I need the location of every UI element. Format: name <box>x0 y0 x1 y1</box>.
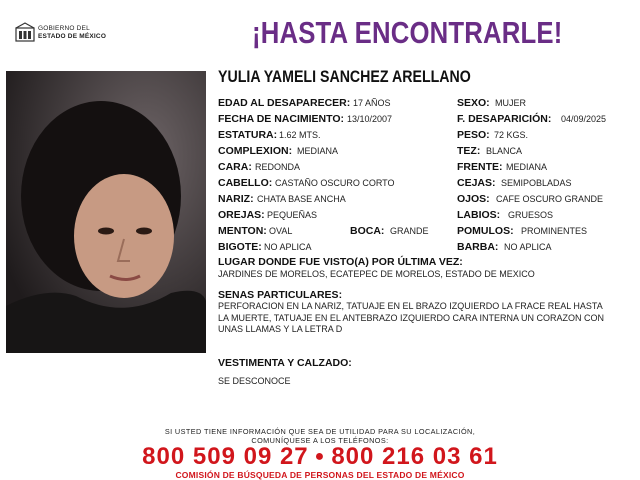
height-value: 1.62 MTS. <box>279 130 321 140</box>
birthdate-value: 13/10/2007 <box>347 114 393 124</box>
eyes-value: CAFE OSCURO GRANDE <box>496 194 604 204</box>
nose-label: NARIZ: <box>218 193 254 205</box>
portrait-illustration <box>6 71 206 353</box>
weight-value: 72 KGS. <box>494 130 529 140</box>
ears-label: OREJAS: <box>218 209 265 221</box>
hair-label: CABELLO: <box>218 177 273 189</box>
person-name: YULIA YAMELI SANCHEZ ARELLANO <box>218 68 471 86</box>
beard-value: NO APLICA <box>504 242 552 252</box>
skin-tone-value: BLANCA <box>486 146 523 156</box>
clothing-value: SE DESCONOCE <box>218 376 291 386</box>
contact-note-line1: SI USTED TIENE INFORMACIÓN QUE SEA DE UTILIDAD PARA SU LOCALIZACIÓN, <box>164 427 476 436</box>
sex-value: MUJER <box>495 98 526 108</box>
birthdate-label: FECHA DE NACIMIENTO: <box>218 113 344 125</box>
separator-dot-icon: ● <box>314 448 326 465</box>
face-label: CARA: <box>218 161 252 173</box>
weight-label: PESO: <box>457 129 490 141</box>
mustache-value: NO APLICA <box>264 242 312 252</box>
logo-text-line1: GOBIERNO DEL <box>38 25 90 32</box>
beard-label: BARBA: <box>457 241 499 253</box>
lips-label: LABIOS: <box>457 209 501 221</box>
last-seen-label: LUGAR DONDE FUE VISTO(A) POR ÚLTIMA VEZ: <box>218 256 463 268</box>
hair-value: CASTAÑO OSCURO CORTO <box>275 178 395 188</box>
eyes-label: OJOS: <box>457 193 490 205</box>
forehead-value: MEDIANA <box>506 162 548 172</box>
distinguishing-marks-value: PERFORACION EN LA NARIZ, TATUAJE EN EL BRAZO IZQUIERDO LA FRACE REAL HASTA LA MUERTE, TATUAJE EN EL ANTEBRAZO IZQUIERDO CARA INTERNA UN CORAZON CON UNAS LLAMAS Y LA LETRA D <box>218 301 605 334</box>
age-value: 17 AÑOS <box>353 98 391 108</box>
clothing-label: VESTIMENTA Y CALZADO: <box>218 357 352 369</box>
ears-value: PEQUEÑAS <box>267 210 318 220</box>
contact-note-line2: COMUNÍQUESE A LOS TELÉFONOS: <box>251 436 389 445</box>
sex-label: SEXO: <box>457 97 490 109</box>
disappearance-date-value: 04/09/2025 <box>561 114 607 124</box>
mouth-value: GRANDE <box>390 226 429 236</box>
mustache-label: BIGOTE: <box>218 241 262 253</box>
nose-value: CHATA BASE ANCHA <box>257 194 346 204</box>
eyebrows-label: CEJAS: <box>457 177 496 189</box>
cheekbones-label: POMULOS: <box>457 225 514 237</box>
disappearance-date-label: F. DESAPARICIÓN: <box>457 113 552 125</box>
build-value: MEDIANA <box>297 146 339 156</box>
chin-value: OVAL <box>269 226 293 236</box>
commission-name: COMISIÓN DE BÚSQUEDA DE PERSONAS DEL ESTADO DE MÉXICO <box>175 470 465 480</box>
age-label: EDAD AL DESAPARECER: <box>218 97 351 109</box>
logo-text-line2: ESTADO DE MÉXICO <box>38 33 107 40</box>
build-label: COMPLEXION: <box>218 145 293 157</box>
phone-numbers <box>0 443 640 471</box>
government-logo <box>14 22 114 46</box>
phone-number-1[interactable]: 800 509 09 27 <box>142 443 309 470</box>
missing-person-photo <box>6 71 206 353</box>
face-value: REDONDA <box>255 162 301 172</box>
headline: ¡HASTA ENCONTRARLE! <box>252 15 563 50</box>
forehead-label: FRENTE: <box>457 161 503 173</box>
lips-value: GRUESOS <box>508 210 554 220</box>
distinguishing-marks-label: SENAS PARTICULARES: <box>218 289 343 301</box>
eyebrows-value: SEMIPOBLADAS <box>501 178 572 188</box>
last-seen-value: JARDINES DE MORELOS, ECATEPEC DE MORELOS, ESTADO DE MEXICO <box>218 269 535 279</box>
phone-number-2[interactable]: 800 216 03 61 <box>331 443 498 470</box>
state-seal-icon <box>14 22 36 44</box>
skin-tone-label: TEZ: <box>457 145 481 157</box>
mouth-label: BOCA: <box>350 225 385 237</box>
cheekbones-value: PROMINENTES <box>521 226 588 236</box>
height-label: ESTATURA: <box>218 129 278 141</box>
chin-label: MENTON: <box>218 225 267 237</box>
